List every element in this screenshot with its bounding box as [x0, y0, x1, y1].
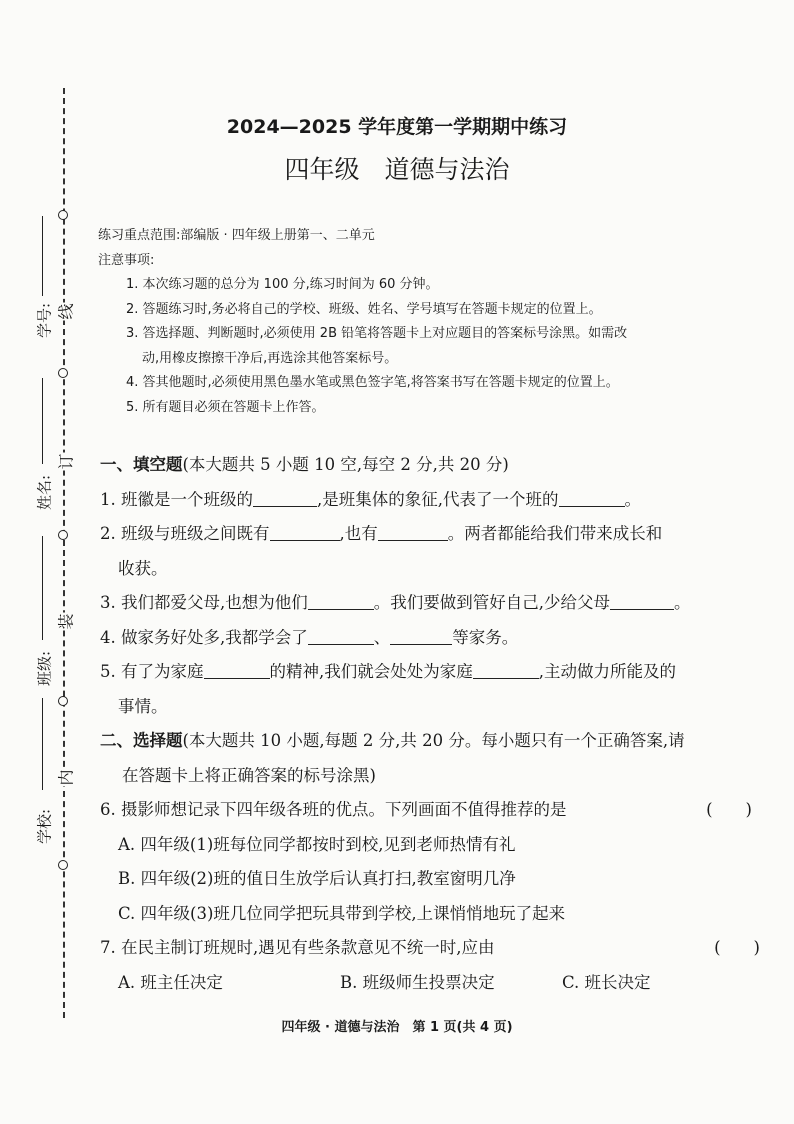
binding-dashed-line [63, 88, 65, 1018]
q5-text: 的精神,我们就会处处为家庭 [269, 662, 473, 681]
q4-blank-1[interactable] [308, 626, 374, 645]
q7-answer-box[interactable]: ( ) [714, 938, 760, 957]
question-5 [100, 655, 760, 690]
q6-option-c: C. 四年级(3)班几位同学把玩具带到学校,上课悄悄地玩了起来 [118, 903, 566, 923]
name-label: 姓名: [35, 474, 54, 511]
note-item: 动,用橡皮擦擦干净后,再选涂其他答案标号。 [142, 350, 398, 366]
binding-hole [58, 530, 68, 540]
question-1 [100, 483, 760, 518]
binding-word-nei: 内 [54, 769, 77, 787]
q2-text: 2. 班级与班级之间既有 [100, 524, 270, 543]
section2-info: (本大题共 10 小题,每题 2 分,共 20 分。每小题只有一个正确答案,请 [182, 731, 685, 750]
question-7 [100, 931, 760, 966]
instructions [98, 224, 627, 420]
binding-word-zhuang: 装 [54, 613, 77, 631]
q3-blank-2[interactable] [610, 591, 674, 610]
q5-text: ,主动做力所能及的 [538, 662, 676, 681]
question-3 [100, 586, 760, 621]
binding-hole [58, 368, 68, 378]
note-item: 3. 答选择题、判断题时,必须使用 2B 铅笔将答题卡上对应题目的答案标号涂黑。如需改 [126, 326, 628, 341]
q6-option-a: A. 四年级(1)班每位同学都按时到校,见到老师热情有礼 [118, 834, 516, 854]
binding-hole [58, 210, 68, 220]
binding-hole [58, 860, 68, 870]
question-2-cont: 收获。 [118, 558, 168, 578]
q7-option-c: C. 班长决定 [562, 972, 651, 992]
q4-text: 、 [373, 627, 391, 647]
note-item: 5. 所有题目必须在答题卡上作答。 [126, 399, 325, 415]
questions [100, 448, 760, 1000]
attention-label: 注意事项: [98, 252, 155, 268]
q5-blank-1[interactable] [204, 660, 270, 679]
q6-option-b: B. 四年级(2)班的值日生放学后认真打扫,教室窗明几净 [118, 869, 516, 888]
question-6 [100, 793, 760, 828]
q7-stem: 7. 在民主制订班规时,遇见有些条款意见不统一时,应由 [100, 938, 495, 957]
question-4 [100, 621, 760, 656]
q7-option-b: B. 班级师生投票决定 [340, 972, 495, 992]
exam-subtitle: 四年级 道德与法治 [284, 155, 510, 184]
q3-blank-1[interactable] [308, 591, 374, 610]
student-id-blank[interactable] [42, 216, 43, 296]
school-label: 学校: [35, 808, 54, 845]
q3-text: 。 [673, 593, 691, 612]
page-footer: 四年级 · 道德与法治 第 1 页(共 4 页) [281, 1020, 513, 1035]
binding-hole [58, 696, 68, 706]
binding-margin [30, 88, 90, 1018]
q6-answer-box[interactable]: ( ) [706, 800, 752, 819]
q4-text: 等家务。 [452, 627, 519, 647]
class-label: 班级: [35, 650, 54, 687]
scope-text: 练习重点范围:部编版 · 四年级上册第一、二单元 [98, 228, 375, 243]
binding-word-ding: 订 [54, 453, 77, 471]
q4-blank-2[interactable] [390, 626, 452, 645]
question-2 [100, 517, 760, 552]
q7-options [100, 966, 760, 1001]
question-5-cont: 事情。 [118, 696, 168, 716]
q4-text: 4. 做家务好处多,我都学会了 [100, 627, 308, 647]
section1-heading: 一、填空题 [100, 455, 183, 474]
section1-info: (本大题共 5 小题 10 空,每空 2 分,共 20 分) [182, 455, 509, 474]
class-blank[interactable] [42, 536, 43, 640]
section1-header [100, 448, 760, 483]
section2-header [100, 724, 760, 759]
q1-text: ,是班集体的象征,代表了一个班的 [317, 489, 559, 509]
note-item: 4. 答其他题时,必须使用黑色墨水笔或黑色签字笔,将答案书写在答题卡规定的位置上。 [126, 375, 619, 390]
binding-word-line: 线 [54, 303, 77, 321]
q2-blank-1[interactable] [270, 522, 340, 541]
q7-option-a: A. 班主任决定 [118, 972, 223, 992]
note-item: 1. 本次练习题的总分为 100 分,练习时间为 60 分钟。 [126, 277, 439, 292]
exam-title: 2024—2025 学年度第一学期期中练习 [226, 116, 568, 138]
section2-heading: 二、选择题 [100, 731, 183, 750]
student-id-label: 学号: [35, 302, 54, 339]
school-blank[interactable] [42, 698, 43, 790]
q3-text: 3. 我们都爱父母,也想为他们 [100, 593, 308, 612]
q2-text: 。两者都能给我们带来成长和 [447, 524, 663, 543]
note-item: 2. 答题练习时,务必将自己的学校、班级、姓名、学号填写在答题卡规定的位置上。 [126, 301, 602, 317]
section2-info-cont: 在答题卡上将正确答案的标号涂黑) [122, 765, 376, 785]
q2-blank-2[interactable] [378, 522, 448, 541]
name-blank[interactable] [42, 378, 43, 464]
q5-text: 5. 有了为家庭 [100, 662, 204, 681]
q1-text: 1. 班徽是一个班级的 [100, 489, 253, 509]
q5-blank-2[interactable] [473, 660, 539, 679]
q3-text: 。我们要做到管好自己,少给父母 [373, 593, 610, 612]
q2-text: ,也有 [339, 524, 378, 543]
q6-stem: 6. 摄影师想记录下四年级各班的优点。下列画面不值得推荐的是 [100, 800, 567, 819]
q1-blank-2[interactable] [559, 488, 625, 507]
q1-text: 。 [624, 489, 641, 509]
q1-blank-1[interactable] [253, 488, 317, 507]
